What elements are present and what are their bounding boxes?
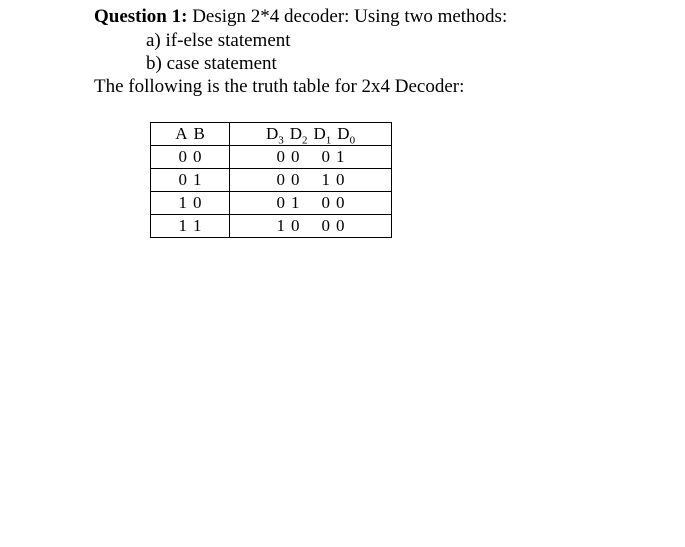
inputs-header [151,123,230,146]
output-d2-header: $D_2$ [289,124,308,147]
truth-table-header-row [151,123,392,146]
row-inputs: 1 1 [151,215,230,238]
output-d1-header: $D_1$ [313,124,332,147]
question-text: Design 2*4 decoder: Using two methods: [187,6,508,27]
output-d0-header: $D_0$ [337,124,356,147]
input-b-header: B [193,124,205,143]
row-outputs: 1 0 0 0 [230,215,392,238]
input-a-header: A [175,124,188,143]
truth-table [150,122,392,238]
row-inputs: 0 0 [151,146,230,169]
question-title [94,6,507,28]
table-row [151,192,392,215]
option-b: b) case statement [146,53,277,74]
question-label: Question 1: [94,6,188,27]
table-row [151,169,392,192]
row-outputs: 0 0 1 0 [230,169,392,192]
table-row [151,215,392,238]
row-outputs: 0 1 0 0 [230,192,392,215]
row-inputs: 1 0 [151,192,230,215]
row-inputs: 0 1 [151,169,230,192]
outputs-header [230,123,392,146]
table-row [151,146,392,169]
output-d3-header: $D_3$ [265,124,284,147]
intro-text: The following is the truth table for 2x4 Decoder: [94,76,465,97]
option-a: a) if-else statement [146,30,291,51]
row-outputs: 0 0 0 1 [230,146,392,169]
